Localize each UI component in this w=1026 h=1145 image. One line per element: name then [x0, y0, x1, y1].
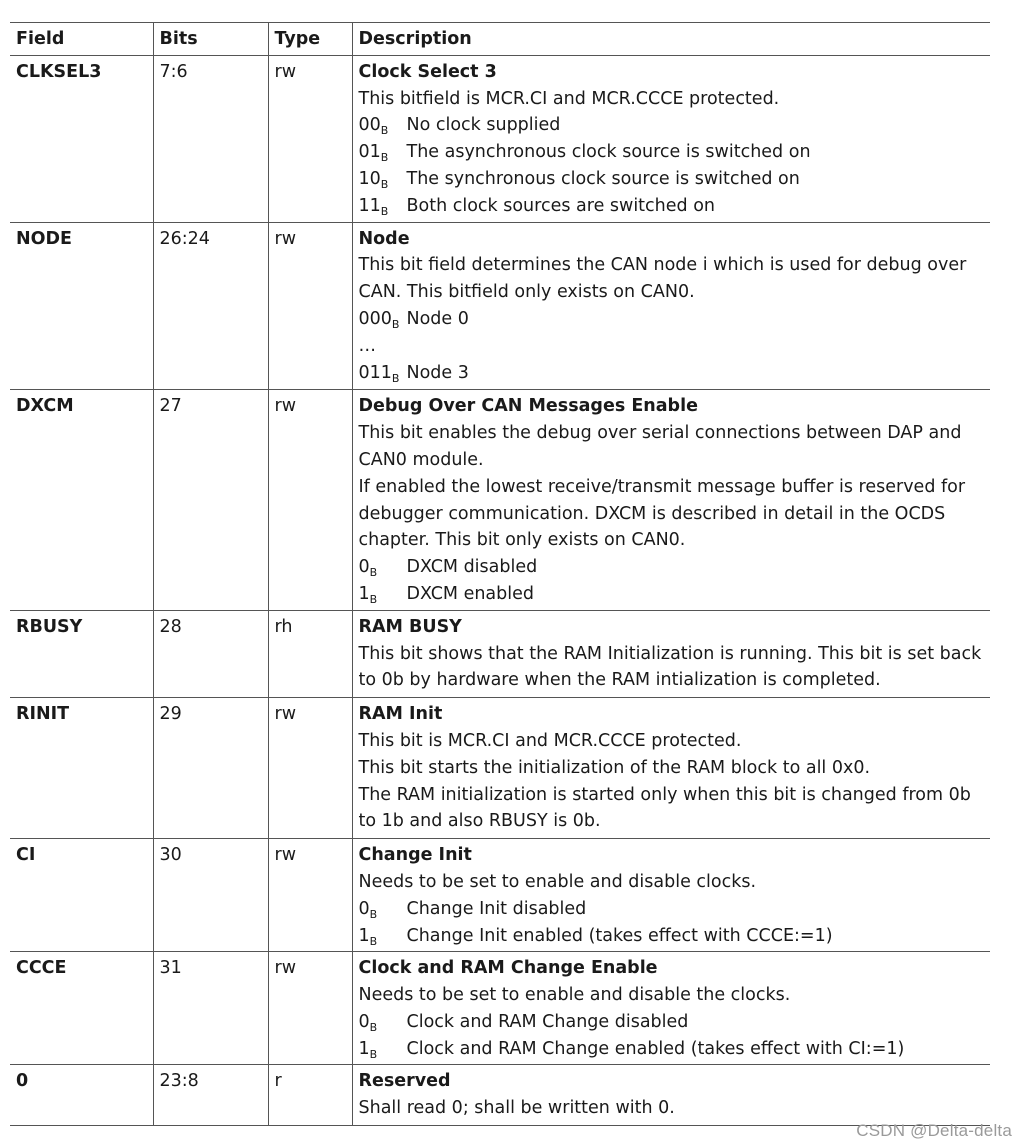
- bit-range: 27: [153, 390, 268, 610]
- value-entry: [359, 333, 985, 360]
- access-type: rw: [268, 222, 352, 390]
- description-cell: [352, 610, 990, 697]
- bit-range: 26:24: [153, 222, 268, 390]
- field-name: DXCM: [10, 390, 153, 610]
- description-text: Shall read 0; shall be written with 0.: [358, 1098, 675, 1119]
- value-code-digits: 0: [358, 1011, 370, 1032]
- access-type: r: [268, 1065, 352, 1126]
- value-meaning: Change Init disabled: [406, 898, 587, 919]
- value-base-subscript: B: [380, 204, 389, 218]
- value-meaning: Clock and RAM Change enabled (takes effect with CI:=1): [406, 1038, 905, 1059]
- description-text: This bit field determines the CAN node i which is used for debug over CAN. This bitfield only exists on CAN0.: [358, 255, 967, 303]
- table-row: [10, 222, 990, 390]
- description-text: This bit shows that the RAM Initialization is running. This bit is set back to 0b by hardware when the RAM intialization is completed.: [358, 643, 982, 691]
- description-title: Debug Over CAN Messages Enable: [358, 396, 698, 417]
- value-code-digits: 01: [358, 142, 381, 163]
- value-code-digits: 0: [358, 557, 370, 578]
- value-entry: [359, 581, 985, 608]
- value-meaning: Node 3: [406, 362, 469, 383]
- value-code: [359, 333, 407, 360]
- description-cell: [352, 55, 990, 222]
- value-code-digits: 000: [358, 308, 392, 329]
- field-name: RINIT: [10, 698, 153, 839]
- value-base-subscript: B: [380, 124, 389, 138]
- value-meaning: [407, 333, 985, 360]
- bit-range: 30: [153, 839, 268, 952]
- value-entry: [359, 193, 985, 220]
- value-meaning: Clock and RAM Change disabled: [406, 1011, 689, 1032]
- header-field: Field: [10, 23, 153, 56]
- bit-range: 23:8: [153, 1065, 268, 1126]
- value-meaning: The synchronous clock source is switched on: [406, 168, 800, 189]
- description-text: Needs to be set to enable and disable the clocks.: [358, 985, 791, 1006]
- table-row: [10, 390, 990, 610]
- bit-range: 29: [153, 698, 268, 839]
- table-row: [10, 1065, 990, 1126]
- value-entry: [359, 139, 985, 166]
- description-title: Reserved: [358, 1071, 451, 1092]
- value-code: [359, 554, 407, 581]
- watermark: CSDN @Delta-delta: [856, 1121, 1012, 1140]
- description-text: This bit enables the debug over serial connections between DAP and CAN0 module.: [358, 423, 962, 470]
- value-code: [359, 581, 407, 608]
- description-cell: [352, 839, 990, 952]
- description-title: RAM Init: [358, 704, 443, 725]
- description-cell: [352, 390, 990, 610]
- register-field-table: [10, 22, 990, 1126]
- value-base-subscript: B: [369, 907, 378, 921]
- value-code-digits: 1: [358, 1038, 370, 1059]
- value-meaning: Both clock sources are switched on: [406, 195, 715, 216]
- table-body: [10, 55, 990, 1125]
- access-type: rh: [268, 610, 352, 697]
- field-name: 0: [10, 1065, 153, 1126]
- value-entry: [359, 1009, 985, 1036]
- description-cell: [352, 698, 990, 839]
- field-name: NODE: [10, 222, 153, 390]
- value-entry: [359, 306, 985, 333]
- value-base-subscript: B: [369, 566, 378, 580]
- value-meaning: DXCM disabled: [406, 557, 538, 578]
- value-code: [359, 1009, 407, 1036]
- description-title: Node: [358, 228, 410, 249]
- value-entry: [359, 166, 985, 193]
- description-cell: [352, 1065, 990, 1126]
- value-entry: [359, 896, 985, 923]
- value-code: [359, 166, 407, 193]
- description-title: Change Init: [358, 845, 472, 866]
- value-base-subscript: B: [380, 151, 389, 165]
- value-code-digits: …: [358, 335, 376, 356]
- value-base-subscript: B: [369, 592, 378, 606]
- value-code-digits: 1: [358, 925, 370, 946]
- bit-range: 28: [153, 610, 268, 697]
- field-name: CCCE: [10, 952, 153, 1065]
- value-entry: [359, 1036, 985, 1063]
- field-name: CLKSEL3: [10, 55, 153, 222]
- table-row: [10, 839, 990, 952]
- header-description: Description: [352, 23, 990, 56]
- value-meaning: Node 0: [406, 308, 469, 329]
- value-code: [359, 923, 407, 950]
- value-base-subscript: B: [369, 1020, 378, 1034]
- access-type: rw: [268, 952, 352, 1065]
- field-name: CI: [10, 839, 153, 952]
- description-text: Needs to be set to enable and disable clocks.: [358, 871, 757, 892]
- value-code: [359, 896, 407, 923]
- value-code: [359, 112, 407, 139]
- description-title: Clock and RAM Change Enable: [358, 958, 658, 979]
- header-type: Type: [268, 23, 352, 56]
- value-entry: [359, 554, 985, 581]
- table-row: [10, 698, 990, 839]
- value-code: [359, 360, 407, 387]
- value-code: [359, 193, 407, 220]
- description-cell: [352, 952, 990, 1065]
- header-bits: Bits: [153, 23, 268, 56]
- description-text: The RAM initialization is started only when this bit is changed from 0b to 1b and also RBUSY is 0b.: [358, 784, 971, 832]
- value-base-subscript: B: [391, 317, 400, 331]
- description-text: This bit is MCR.CI and MCR.CCCE protected.: [358, 730, 742, 751]
- value-code: [359, 1036, 407, 1063]
- bit-range: 7:6: [153, 55, 268, 222]
- table-row: [10, 610, 990, 697]
- value-base-subscript: B: [391, 371, 400, 385]
- value-code-digits: 0: [358, 898, 370, 919]
- value-code-digits: 011: [358, 362, 392, 383]
- value-code: [359, 139, 407, 166]
- description-title: RAM BUSY: [358, 616, 462, 637]
- table-row: [10, 952, 990, 1065]
- value-base-subscript: B: [369, 1047, 378, 1061]
- value-meaning: No clock supplied: [406, 115, 561, 136]
- table-header-row: [10, 23, 990, 56]
- access-type: rw: [268, 839, 352, 952]
- value-meaning: DXCM enabled: [406, 583, 534, 604]
- value-entry: [359, 923, 985, 950]
- description-text: If enabled the lowest receive/transmit message buffer is reserved for debugger communication. DXCM is described in detail in the OCDS chapter. This bit only exists on CAN0.: [358, 476, 966, 551]
- value-entry: [359, 360, 985, 387]
- description-title: Clock Select 3: [358, 61, 497, 82]
- value-code-digits: 10: [358, 168, 381, 189]
- value-base-subscript: B: [380, 177, 389, 191]
- access-type: rw: [268, 390, 352, 610]
- table-row: [10, 55, 990, 222]
- field-name: RBUSY: [10, 610, 153, 697]
- value-code-digits: 11: [358, 195, 381, 216]
- value-code-digits: 00: [358, 115, 381, 136]
- description-text: This bitfield is MCR.CI and MCR.CCCE protected.: [358, 88, 780, 109]
- access-type: rw: [268, 698, 352, 839]
- description-cell: [352, 222, 990, 390]
- value-entry: [359, 112, 985, 139]
- description-text: This bit starts the initialization of the RAM block to all 0x0.: [358, 757, 871, 778]
- value-base-subscript: B: [369, 934, 378, 948]
- value-code: [359, 306, 407, 333]
- value-code-digits: 1: [358, 583, 370, 604]
- access-type: rw: [268, 55, 352, 222]
- value-meaning: The asynchronous clock source is switched on: [406, 142, 811, 163]
- bit-range: 31: [153, 952, 268, 1065]
- value-meaning: Change Init enabled (takes effect with CCCE:=1): [406, 925, 833, 946]
